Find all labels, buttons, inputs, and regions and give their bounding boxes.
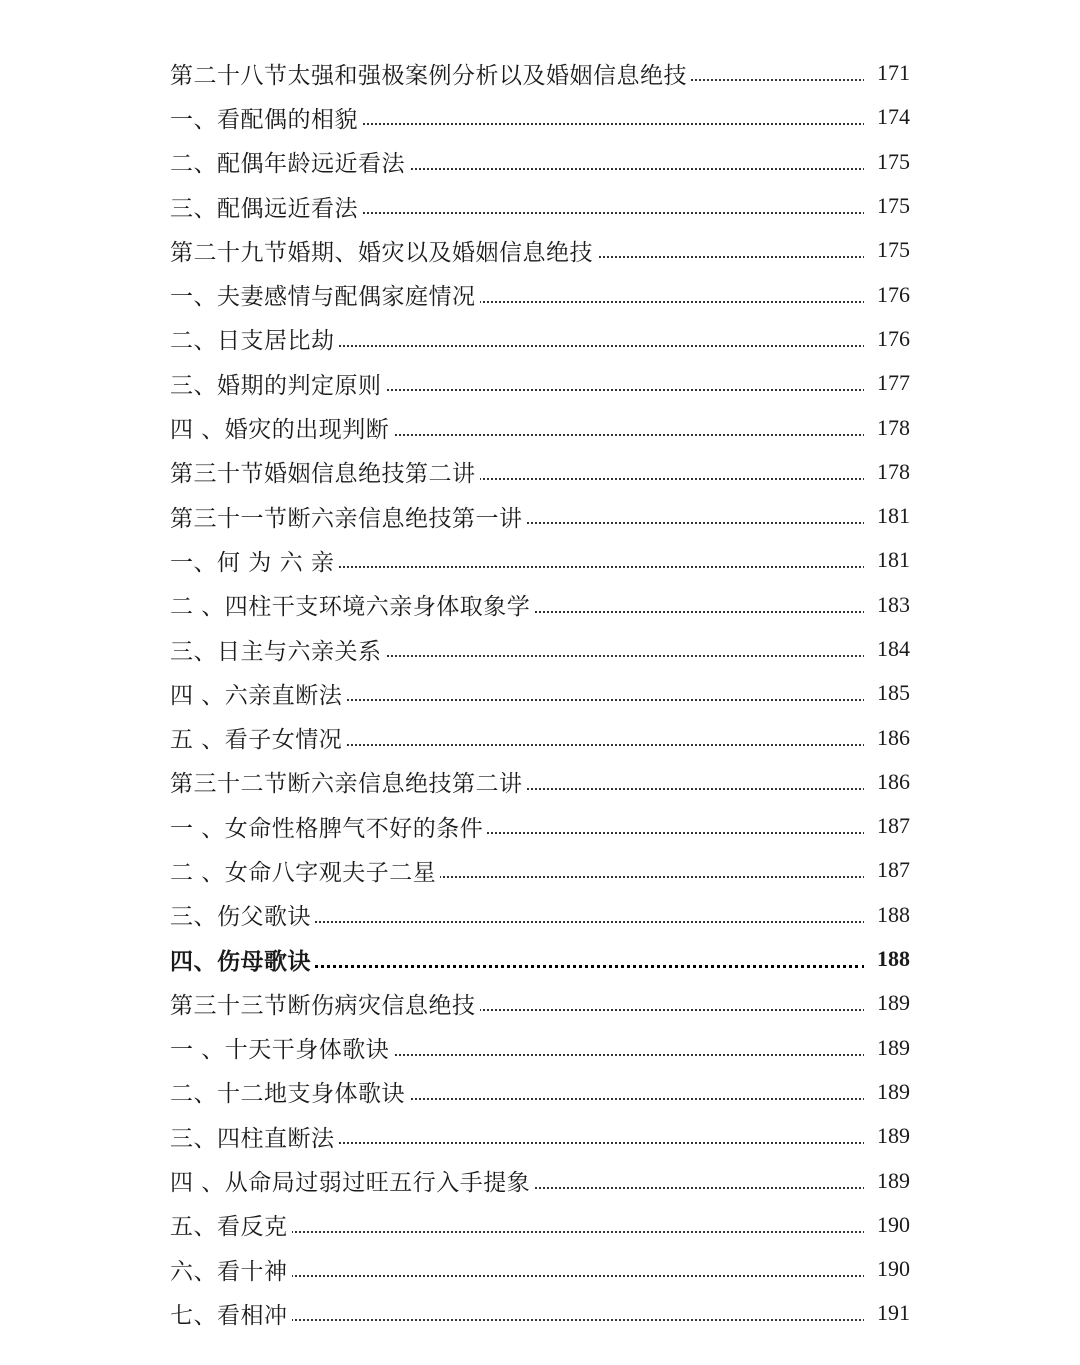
toc-entry-title: 一 、十天干身体歌诀 <box>170 1031 393 1064</box>
toc-entry[interactable] <box>0 583 1080 627</box>
toc-entry-title: 二、十二地支身体歌诀 <box>170 1075 409 1108</box>
toc-entry[interactable] <box>0 1026 1080 1070</box>
toc-entry[interactable] <box>0 317 1080 361</box>
toc-entry-title: 四 、婚灾的出现判断 <box>170 411 393 444</box>
toc-entry-page-number: 191 <box>864 1300 910 1326</box>
toc-entry-page-number: 189 <box>864 1035 910 1061</box>
toc-entry[interactable] <box>0 848 1080 892</box>
toc-entry-title: 二、配偶年龄远近看法 <box>170 145 409 178</box>
toc-entry-page-number: 175 <box>864 193 910 219</box>
toc-entry[interactable] <box>0 627 1080 671</box>
toc-entry-title: 五 、看子女情况 <box>170 721 346 754</box>
toc-entry-page-number: 187 <box>864 857 910 883</box>
toc-entry-title: 第二十八节太强和强极案例分析以及婚姻信息绝技 <box>170 57 691 90</box>
toc-entry-title: 五、看反克 <box>170 1208 292 1241</box>
toc-entry-page-number: 181 <box>864 503 910 529</box>
toc-entry-title: 四 、六亲直断法 <box>170 677 346 710</box>
toc-entry[interactable] <box>0 1291 1080 1335</box>
toc-entry[interactable] <box>0 228 1080 272</box>
toc-entry-title: 一、何 为 六 亲 <box>170 544 338 577</box>
toc-entry-title: 一、夫妻感情与配偶家庭情况 <box>170 278 480 311</box>
toc-entry[interactable] <box>0 405 1080 449</box>
toc-entry-title: 三、配偶远近看法 <box>170 190 362 223</box>
toc-entry-page-number: 190 <box>864 1212 910 1238</box>
toc-entry-page-number: 186 <box>864 769 910 795</box>
toc-entry-title: 第二十九节婚期、婚灾以及婚姻信息绝技 <box>170 234 597 267</box>
toc-entry[interactable] <box>0 715 1080 759</box>
toc-entry-title: 三、四柱直断法 <box>170 1120 339 1153</box>
toc-entry-page-number: 176 <box>864 326 910 352</box>
toc-entry[interactable] <box>0 494 1080 538</box>
toc-entry[interactable] <box>0 51 1080 95</box>
toc-entry-title: 二 、女命八字观夫子二星 <box>170 854 440 887</box>
toc-entry[interactable] <box>0 671 1080 715</box>
table-of-contents <box>0 51 1080 1336</box>
toc-entry-title: 六、看十神 <box>170 1253 292 1286</box>
toc-entry-page-number: 187 <box>864 813 910 839</box>
toc-entry-page-number: 184 <box>864 636 910 662</box>
toc-entry[interactable] <box>0 937 1080 981</box>
toc-entry-page-number: 178 <box>864 459 910 485</box>
toc-entry[interactable] <box>0 893 1080 937</box>
toc-entry-page-number: 188 <box>864 946 910 972</box>
toc-entry-page-number: 189 <box>864 1079 910 1105</box>
toc-entry[interactable] <box>0 450 1080 494</box>
toc-entry[interactable] <box>0 1247 1080 1291</box>
toc-entry[interactable] <box>0 140 1080 184</box>
toc-entry-title: 第三十节婚姻信息绝技第二讲 <box>170 455 480 488</box>
toc-entry-page-number: 178 <box>864 415 910 441</box>
toc-entry-page-number: 175 <box>864 237 910 263</box>
toc-entry-page-number: 183 <box>864 592 910 618</box>
toc-entry[interactable] <box>0 538 1080 582</box>
toc-entry-title: 第三十二节断六亲信息绝技第二讲 <box>170 765 527 798</box>
toc-entry[interactable] <box>0 804 1080 848</box>
toc-entry-page-number: 177 <box>864 370 910 396</box>
toc-entry[interactable] <box>0 95 1080 139</box>
toc-entry[interactable] <box>0 1114 1080 1158</box>
toc-entry-page-number: 189 <box>864 1123 910 1149</box>
toc-entry-title: 第三十三节断伤病灾信息绝技 <box>170 987 480 1020</box>
toc-entry-title: 四、伤母歌诀 <box>170 943 315 976</box>
toc-entry[interactable] <box>0 1070 1080 1114</box>
toc-entry[interactable] <box>0 361 1080 405</box>
toc-entry-title: 一、看配偶的相貌 <box>170 101 362 134</box>
toc-entry-title: 一 、女命性格脾气不好的条件 <box>170 810 487 843</box>
toc-entry-page-number: 176 <box>864 282 910 308</box>
toc-entry-page-number: 189 <box>864 990 910 1016</box>
toc-entry-title: 第三十一节断六亲信息绝技第一讲 <box>170 500 527 533</box>
toc-entry-title: 三、日主与六亲关系 <box>170 633 386 666</box>
toc-entry-title: 三、伤父歌诀 <box>170 898 315 931</box>
toc-entry[interactable] <box>0 1203 1080 1247</box>
toc-entry[interactable] <box>0 1158 1080 1202</box>
toc-entry-page-number: 181 <box>864 547 910 573</box>
toc-entry-title: 四 、从命局过弱过旺五行入手提象 <box>170 1164 534 1197</box>
toc-entry-page-number: 174 <box>864 104 910 130</box>
toc-entry-page-number: 175 <box>864 149 910 175</box>
toc-entry[interactable] <box>0 981 1080 1025</box>
toc-entry-page-number: 171 <box>864 60 910 86</box>
toc-entry-page-number: 188 <box>864 902 910 928</box>
toc-entry[interactable] <box>0 272 1080 316</box>
toc-entry-page-number: 190 <box>864 1256 910 1282</box>
toc-entry-title: 二、日支居比劫 <box>170 322 339 355</box>
toc-entry-page-number: 185 <box>864 680 910 706</box>
toc-entry-page-number: 186 <box>864 725 910 751</box>
toc-entry[interactable] <box>0 184 1080 228</box>
toc-entry[interactable] <box>0 760 1080 804</box>
toc-entry-title: 二 、四柱干支环境六亲身体取象学 <box>170 588 534 621</box>
toc-entry-title: 七、看相冲 <box>170 1297 292 1330</box>
toc-entry-page-number: 189 <box>864 1168 910 1194</box>
toc-entry-title: 三、婚期的判定原则 <box>170 367 386 400</box>
